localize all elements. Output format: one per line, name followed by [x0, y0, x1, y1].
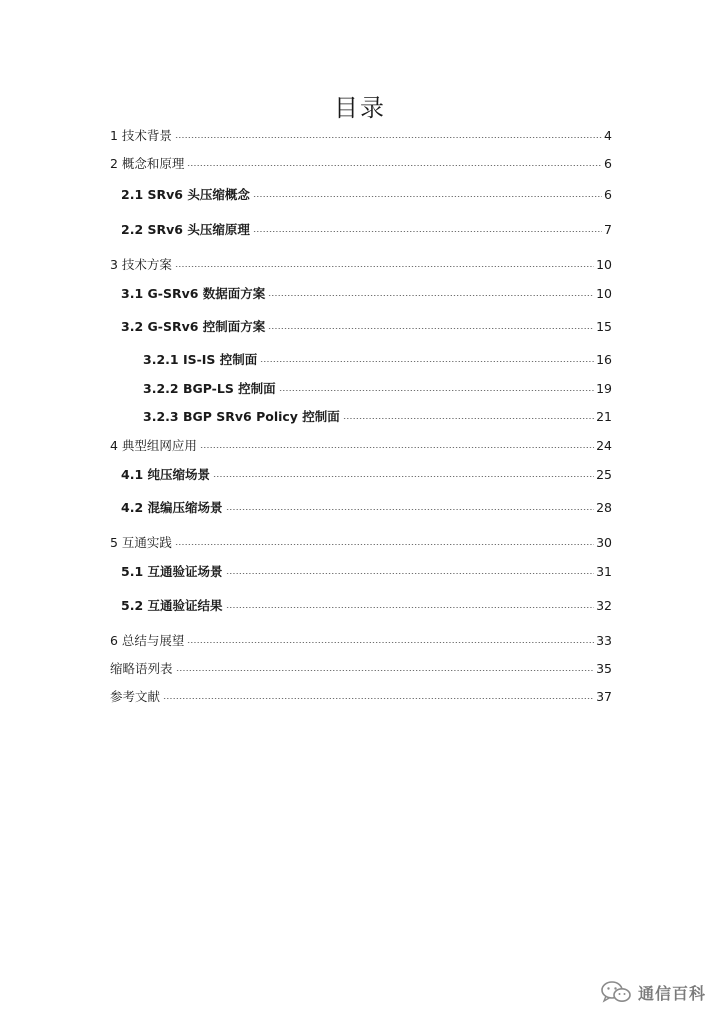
- toc-entry-page: 6: [604, 187, 612, 202]
- toc-entry-label: 4 典型组网应用: [110, 438, 197, 453]
- watermark-text: 通信百科: [637, 983, 706, 1003]
- toc-entry-5-2[interactable]: [121, 596, 612, 616]
- toc-entry-4[interactable]: [110, 436, 612, 456]
- toc-entry-label: 3.2.3 BGP SRv6 Policy 控制面: [143, 409, 340, 424]
- toc-entry-6[interactable]: [110, 631, 612, 651]
- toc-entry-label: 6 总结与展望: [110, 633, 185, 648]
- toc-entry-page: 35: [596, 661, 612, 676]
- toc-entry-1[interactable]: [110, 126, 612, 146]
- toc-entry-label: 5.1 互通验证场景: [121, 564, 223, 579]
- toc-entry-2-1[interactable]: [121, 185, 612, 205]
- toc-entry-page: 4: [604, 128, 612, 143]
- toc-leader-dots: [268, 328, 594, 329]
- toc-entry-4-2[interactable]: [121, 498, 612, 518]
- toc-entry-page: 33: [596, 633, 612, 648]
- toc-entry-2-2[interactable]: [121, 220, 612, 240]
- toc-leader-dots: [176, 670, 595, 671]
- toc-entry-5-1[interactable]: [121, 562, 612, 582]
- toc-entry-label: 3.2.2 BGP-LS 控制面: [143, 381, 276, 396]
- toc-leader-dots: [175, 137, 602, 138]
- toc-entry-label: 5 互通实践: [110, 535, 172, 550]
- toc-leader-dots: [187, 642, 594, 643]
- toc-entry-page: 21: [596, 409, 612, 424]
- toc-entry-4-1[interactable]: [121, 465, 612, 485]
- toc-leader-dots: [260, 361, 594, 362]
- toc-entry-3-2-3[interactable]: [143, 407, 612, 427]
- toc-entry-5[interactable]: [110, 533, 612, 553]
- toc-leader-dots: [253, 196, 602, 197]
- toc-entry-label: 1 技术背景: [110, 128, 172, 143]
- toc-entry-3-2-1[interactable]: [143, 350, 612, 370]
- toc-leader-dots: [253, 231, 602, 232]
- toc-leader-dots: [226, 509, 595, 510]
- toc-entry-page: 30: [596, 535, 612, 550]
- toc-entry-page: 10: [596, 257, 612, 272]
- toc-entry-label: 3.2 G-SRv6 控制面方案: [121, 319, 266, 334]
- toc-entry-label: 参考文献: [110, 689, 161, 704]
- toc-entry-references[interactable]: [110, 687, 612, 707]
- toc-entry-3-2-2[interactable]: [143, 379, 612, 399]
- toc-entry-3[interactable]: [110, 255, 612, 275]
- toc-entry-page: 37: [596, 689, 612, 704]
- toc-leader-dots: [175, 544, 594, 545]
- wechat-icon: [600, 980, 632, 1004]
- toc-entry-label: 2.1 SRv6 头压缩概念: [121, 187, 250, 202]
- toc-entry-label: 2.2 SRv6 头压缩原理: [121, 222, 250, 237]
- toc-entry-3-1[interactable]: [121, 284, 612, 304]
- toc-entry-page: 16: [596, 352, 612, 367]
- toc-leader-dots: [213, 476, 594, 477]
- toc-entry-label: 2 概念和原理: [110, 156, 185, 171]
- toc-entry-label: 缩略语列表: [110, 661, 173, 676]
- toc-entry-page: 10: [596, 286, 612, 301]
- toc-entry-label: 3.1 G-SRv6 数据面方案: [121, 286, 266, 301]
- toc-entry-page: 7: [604, 222, 612, 237]
- toc-leader-dots: [187, 165, 602, 166]
- toc-leader-dots: [268, 295, 594, 296]
- watermark: [600, 980, 706, 1004]
- toc-entry-page: 24: [596, 438, 612, 453]
- toc-entry-label: 4.2 混编压缩场景: [121, 500, 223, 515]
- toc-leader-dots: [226, 573, 595, 574]
- toc-entry-label: 4.1 纯压缩场景: [121, 467, 210, 482]
- toc-entry-page: 28: [596, 500, 612, 515]
- toc-leader-dots: [163, 698, 594, 699]
- toc-entry-page: 31: [596, 564, 612, 579]
- toc-entry-page: 25: [596, 467, 612, 482]
- toc-entry-label: 3 技术方案: [110, 257, 172, 272]
- toc-leader-dots: [175, 266, 594, 267]
- toc-entry-page: 19: [596, 381, 612, 396]
- toc-leader-dots: [226, 607, 595, 608]
- toc-entry-page: 15: [596, 319, 612, 334]
- toc-leader-dots: [200, 447, 594, 448]
- toc-entry-3-2[interactable]: [121, 317, 612, 337]
- toc-entry-label: 3.2.1 IS-IS 控制面: [143, 352, 258, 367]
- toc-entry-page: 6: [604, 156, 612, 171]
- toc-leader-dots: [279, 390, 594, 391]
- toc-leader-dots: [343, 418, 594, 419]
- toc-entry-label: 5.2 互通验证结果: [121, 598, 223, 613]
- toc-entry-page: 32: [596, 598, 612, 613]
- page-title: 目录: [334, 94, 386, 122]
- toc-entry-2[interactable]: [110, 154, 612, 174]
- toc-entry-abbreviations[interactable]: [110, 659, 612, 679]
